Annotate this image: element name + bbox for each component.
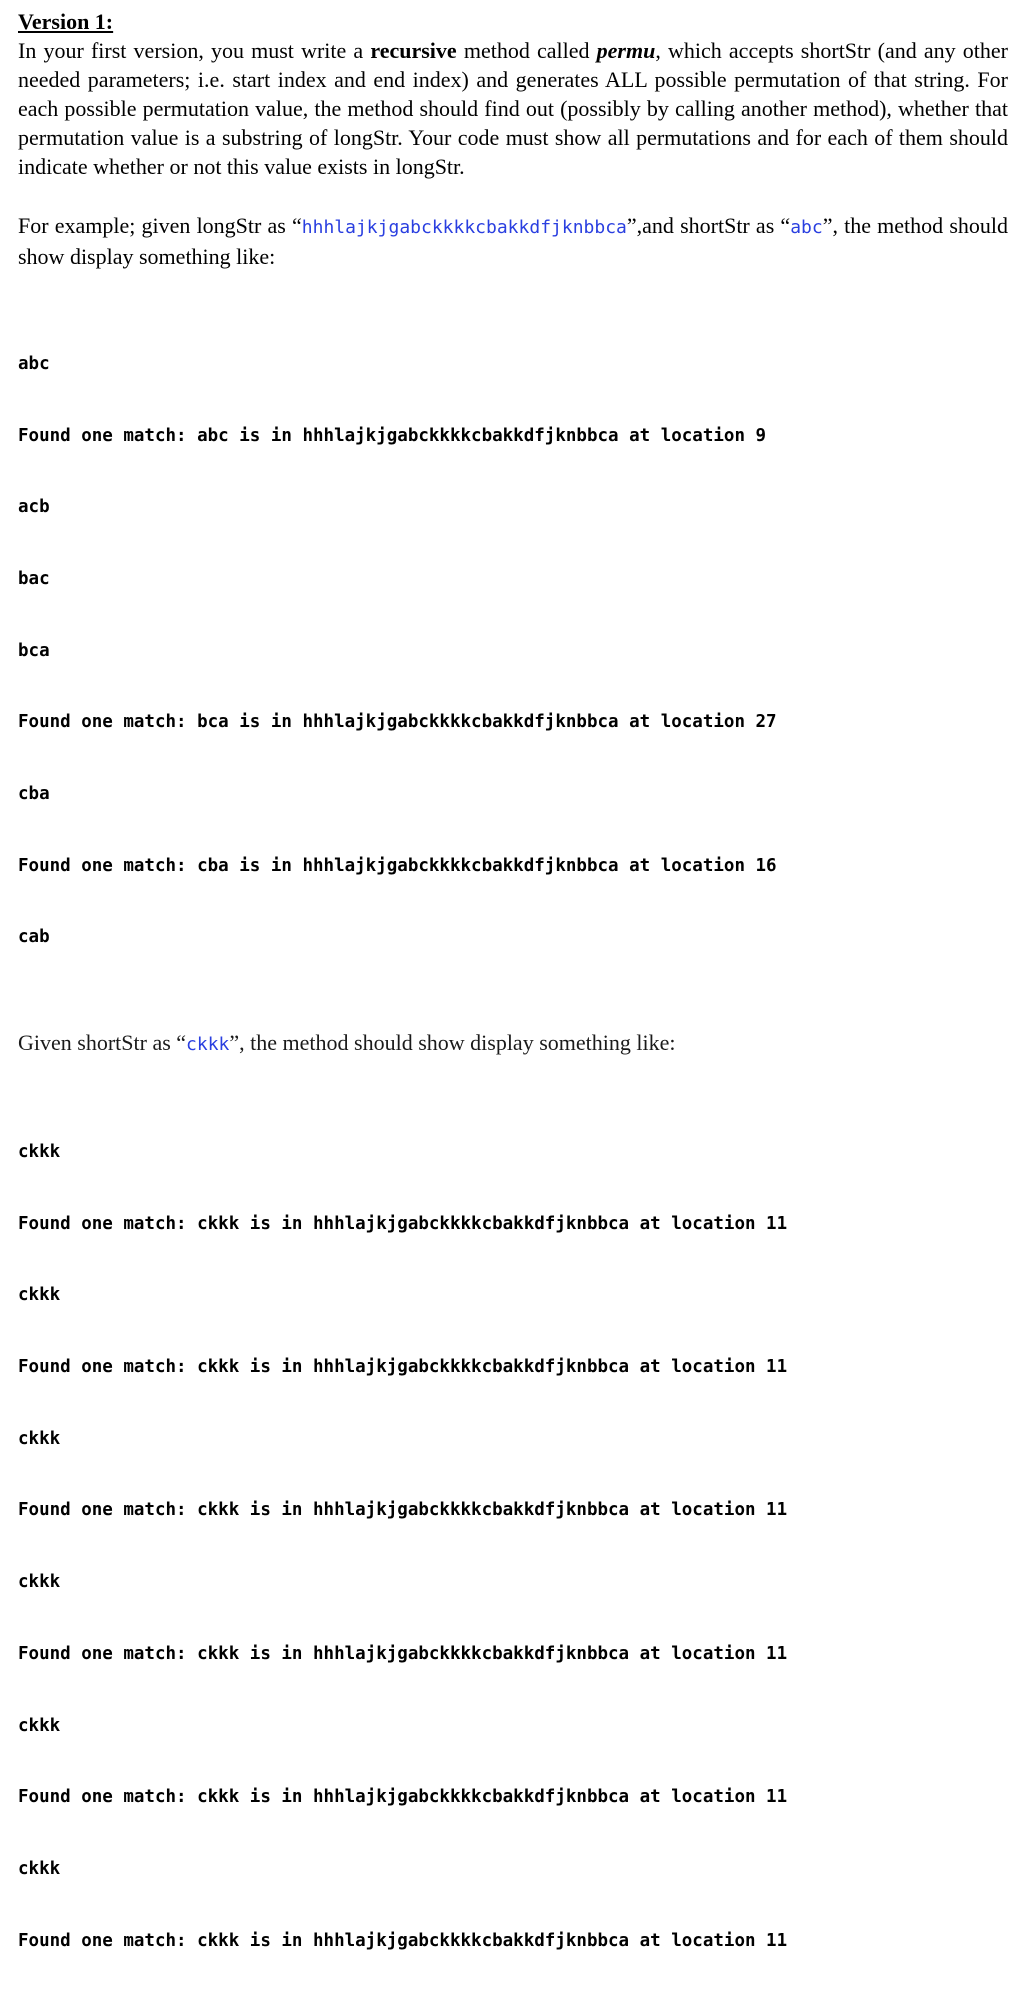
output-line: ckkk	[18, 1715, 61, 1736]
output-line: cba	[18, 784, 50, 805]
output-line: Found one match: ckkk is in hhhlajkjgabckkkkcbakkdfjknbbca at location 11	[18, 1930, 788, 1951]
output-line: acb	[18, 497, 50, 518]
output-line: ckkk	[18, 1858, 61, 1879]
output-block-ckkk	[18, 1093, 1008, 2001]
output-line: ckkk	[18, 1141, 61, 1162]
para2-text-1: For example; given longStr as “	[18, 213, 302, 238]
para3-text-2: ”, the method should show display something like:	[229, 1030, 676, 1056]
output-block-abc	[18, 305, 1008, 998]
para1-text-1: In your first version, you must write a	[18, 38, 371, 63]
para1-text-3: , which accepts shortStr (and any other needed parameters; i.e. start index and end index) and generates ALL possible permutation of that string. For each possible permutation value, the method should find out (possibly by calling another method), whether that permutation value is a substring of longStr. Your code must show all permutations and for each of them should indicate whether or not this value exists in longStr.	[18, 38, 1008, 179]
output-line: Found one match: cba is in hhhlajkjgabckkkkcbakkdfjknbbca at location 16	[18, 855, 777, 876]
spacer	[18, 271, 1008, 305]
spacer	[18, 181, 1008, 211]
para3-text-1: Given shortStr as “	[18, 1030, 187, 1056]
output-line: bac	[18, 568, 50, 589]
para1-bold-recursive: recursive	[370, 38, 457, 63]
spacer	[18, 998, 1008, 1028]
output-line: Found one match: bca is in hhhlajkjgabckkkkcbakkdfjknbbca at location 27	[18, 712, 777, 733]
output-line: Found one match: ckkk is in hhhlajkjgabckkkkcbakkdfjknbbca at location 11	[18, 1643, 788, 1664]
longstr-example: hhhlajkjgabckkkkcbakkdfjknbbca	[301, 217, 627, 238]
para1-text-2: method called	[456, 38, 597, 63]
output-line: abc	[18, 353, 50, 374]
second-example-paragraph	[18, 1028, 1008, 1059]
output-line: cab	[18, 927, 50, 948]
para2-text-2: ”,and shortStr as “	[626, 213, 791, 238]
para1-method-name: permu	[596, 38, 656, 63]
output-line: Found one match: ckkk is in hhhlajkjgabckkkkcbakkdfjknbbca at location 11	[18, 1357, 788, 1378]
output-line: Found one match: ckkk is in hhhlajkjgabckkkkcbakkdfjknbbca at location 11	[18, 1500, 788, 1521]
version-heading: Version 1:	[18, 9, 114, 34]
shortstr-example-2: ckkk	[186, 1034, 230, 1056]
example-paragraph	[18, 211, 1008, 271]
shortstr-example: abc	[790, 217, 823, 238]
para2-text-3: ”, the method should show display something like:	[18, 213, 1009, 269]
output-line: ckkk	[18, 1428, 61, 1449]
spacer	[18, 1059, 1008, 1093]
instructions-paragraph	[18, 36, 1008, 181]
output-line: bca	[18, 640, 50, 661]
output-line: ckkk	[18, 1285, 61, 1306]
output-line: Found one match: ckkk is in hhhlajkjgabckkkkcbakkdfjknbbca at location 11	[18, 1787, 788, 1808]
document-page	[18, 8, 1008, 2001]
output-line: Found one match: ckkk is in hhhlajkjgabckkkkcbakkdfjknbbca at location 11	[18, 1213, 788, 1234]
output-line: ckkk	[18, 1572, 61, 1593]
output-line: Found one match: abc is in hhhlajkjgabckkkkcbakkdfjknbbca at location 9	[18, 425, 767, 446]
